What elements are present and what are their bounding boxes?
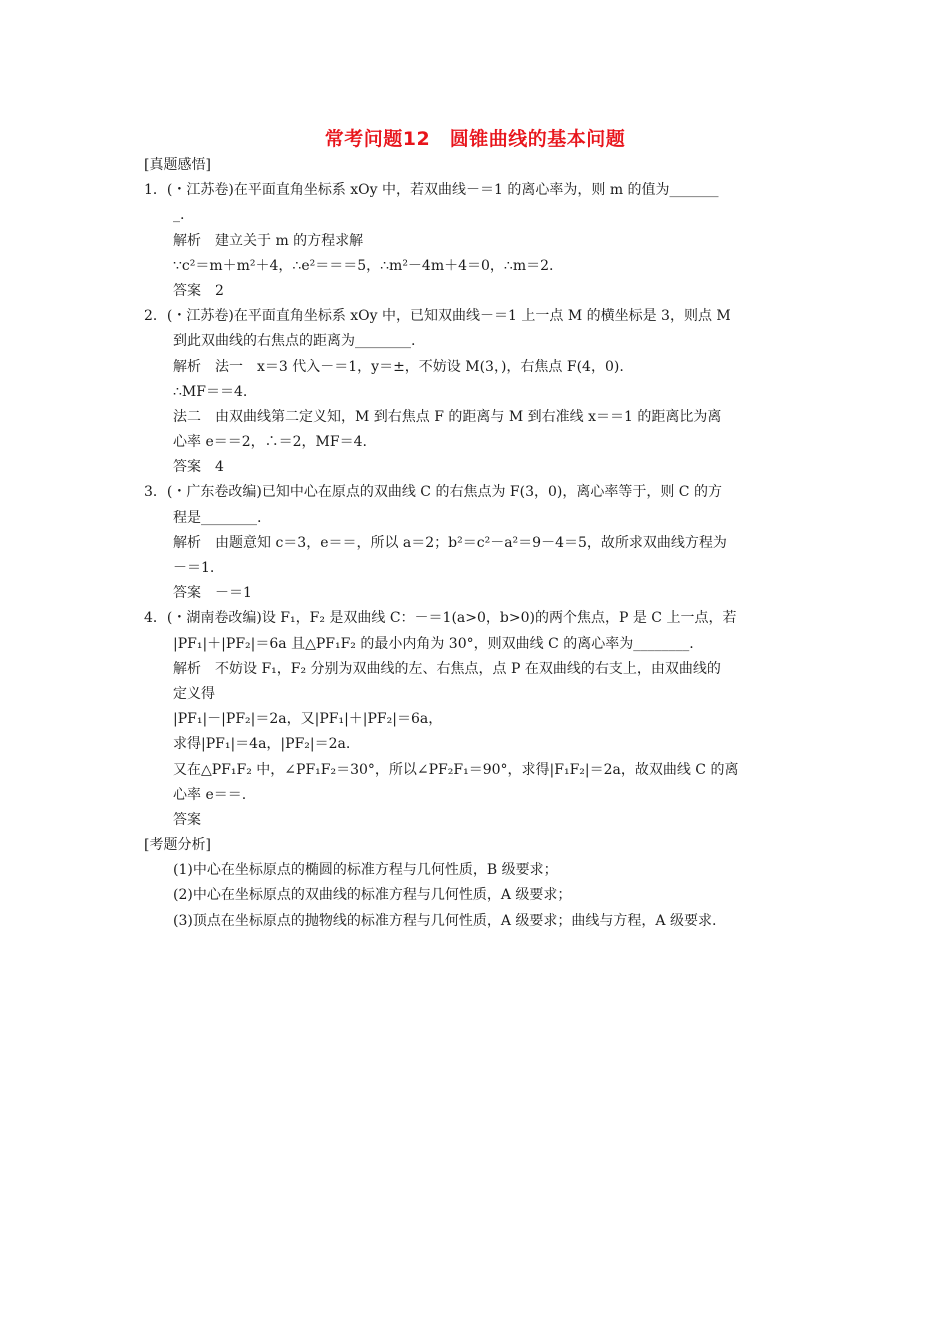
text-line: (1)中心在坐标原点的椭圆的标准方程与几何性质，B 级要求；: [173, 862, 558, 879]
text-line: ∴MF＝＝4.: [173, 383, 248, 400]
text-line: [考题分析]: [144, 837, 211, 854]
text-line: ∵c²＝m＋m²＋4，∴e²＝＝＝5，∴m²－4m＋4＝0，∴m＝2.: [173, 257, 554, 274]
document-body: [144, 153, 824, 934]
text-line: 心率 e＝＝2，∴＝2，MF＝4.: [173, 434, 367, 451]
text-line: 4．(・湖南卷改编)设 F₁，F₂ 是双曲线 C：－＝1(a>0，b>0)的两个焦点，P 是 C 上一点，若: [144, 610, 737, 627]
text-line: (2)中心在坐标原点的双曲线的标准方程与几何性质，A 级要求；: [173, 887, 572, 904]
text-line: 3．(・广东卷改编)已知中心在原点的双曲线 C 的右焦点为 F(3，0)，离心率等于，则 C 的方: [144, 484, 722, 501]
text-line: |PF₁|＋|PF₂|＝6a 且△PF₁F₂ 的最小内角为 30°，则双曲线 C 的离心率为________.: [173, 635, 694, 652]
text-line: 法二 由双曲线第二定义知，M 到右焦点 F 的距离与 M 到右准线 x＝＝1 的距离比为离: [173, 408, 722, 425]
text-line: [真题感悟]: [144, 157, 211, 173]
text-line: 答案 －＝1: [173, 585, 252, 602]
text-line: 程是________.: [173, 509, 262, 526]
text-line: 又在△PF₁F₂ 中，∠PF₁F₂＝30°，所以∠PF₂F₁＝90°，求得|F₁F₂|＝2a，故双曲线 C 的离: [173, 761, 739, 778]
page-title: 常考问题12 圆锥曲线的基本问题: [324, 128, 626, 150]
text-line: 解析 由题意知 c＝3，e＝＝，所以 a＝2；b²＝c²－a²＝9－4＝5，故所求双曲线方程为: [173, 534, 727, 551]
text-line: 答案 4: [173, 459, 224, 476]
text-line: －＝1.: [173, 560, 215, 576]
text-line: 解析 不妨设 F₁，F₂ 分别为双曲线的左、右焦点，点 P 在双曲线的右支上，由双曲线的: [173, 660, 721, 677]
text-line: 心率 e＝＝.: [173, 786, 247, 803]
text-line: 解析 建立关于 m 的方程求解: [173, 232, 364, 249]
text-line: |PF₁|－|PF₂|＝2a，又|PF₁|＋|PF₂|＝6a，: [173, 711, 443, 728]
text-line: 1．(・江苏卷)在平面直角坐标系 xOy 中，若双曲线－＝1 的离心率为，则 m 的值为_______: [144, 182, 719, 199]
text-line: 解析 法一 x＝3 代入－＝1，y＝±，不妨设 M(3，)，右焦点 F(4，0).: [173, 358, 624, 375]
text-line: 答案 2: [173, 282, 224, 299]
text-line: (3)顶点在坐标原点的抛物线的标准方程与几何性质，A 级要求；曲线与方程，A 级要求.: [173, 912, 717, 929]
text-line: _.: [173, 207, 185, 224]
text-line: 2．(・江苏卷)在平面直角坐标系 xOy 中，已知双曲线－＝1 上一点 M 的横坐标是 3，则点 M: [144, 308, 731, 325]
text-line: 定义得: [173, 685, 215, 702]
text-line: 求得|PF₁|＝4a，|PF₂|＝2a.: [173, 736, 351, 753]
text-line: 答案: [173, 811, 201, 828]
text-line: 到此双曲线的右焦点的距离为________.: [173, 333, 416, 350]
